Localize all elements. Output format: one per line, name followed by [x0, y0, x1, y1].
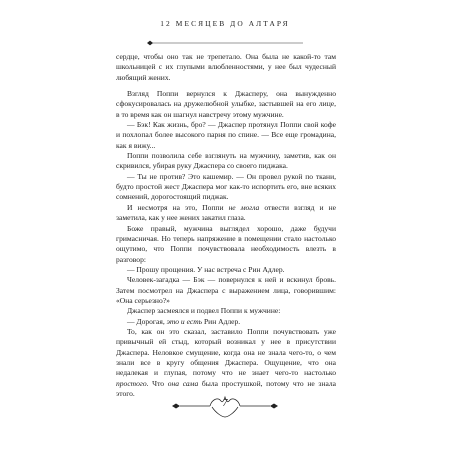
- paragraph: [116, 224, 336, 265]
- text-segment: Взгляд Поппи вернулся к Джасперу, она вынужденно сфокусировалась на дружелюбной улыбке, застывшей на его лице, в то время как он шагнул навстречу этому мужчине.: [116, 89, 336, 119]
- text-segment: Человек-загадка — Бэк — повернулся к ней и вскинул бровь. Затем посмотрел на Джаспера с выражением лица, говорившим: «Она серьезно?»: [116, 275, 336, 305]
- text-segment: Боже правый, мужчина выглядел хорошо, даже будучи гримасничая. Но теперь напряжение в помещении стало настолько ощутимо, что Поппи почувствовала необходимость влезть в разговор:: [116, 223, 336, 264]
- header-ornament-rule: [147, 40, 303, 46]
- paragraph: [116, 317, 336, 327]
- paragraph: [116, 265, 336, 275]
- paragraph: [116, 89, 336, 120]
- text-segment: — Ты не против? Это кашемир. — Он провел рукой по ткани, будто простой жест Джаспера мог как-то испортить его, вне всяких сомнений, дорогостоящий пиджак.: [116, 171, 336, 202]
- italic-text: это и есть: [166, 316, 203, 326]
- text-segment: Джаспер засмеялся и подвел Поппи к мужчине:: [127, 306, 281, 316]
- paragraph: [116, 120, 336, 151]
- text-segment: И несмотря на это, Поппи: [127, 202, 229, 212]
- paragraph: [116, 172, 336, 203]
- italic-text: не могла: [228, 202, 260, 212]
- paragraph: [116, 151, 336, 172]
- paragraph: [116, 327, 336, 399]
- text-segment: Рин Адлер.: [202, 316, 241, 326]
- text-segment: Поппи позволила себе взглянуть на мужчину, заметив, как он скривился, убирая руку Джаспера со своего пиджака.: [116, 151, 336, 171]
- text-segment: — Прошу прощения. У нас встреча с Рин Адлер.: [127, 264, 285, 274]
- text-segment: отвести взгляд и не заметила, как у нее жених закатил глаза.: [116, 202, 336, 223]
- paragraph: [116, 275, 336, 306]
- italic-text: она сама: [167, 378, 199, 388]
- paragraph: [116, 52, 336, 83]
- page-number: 7: [222, 398, 228, 409]
- text-segment: — Бэк! Как жизнь, бро? — Джаспер протянул Поппи свой кофе и похлопал более высокого парня по спине. — Все еще громадина, как я вижу...: [116, 120, 336, 150]
- paragraph: [116, 203, 336, 224]
- italic-text: простого: [116, 378, 147, 388]
- paragraph: [116, 306, 336, 316]
- body-text: [116, 52, 336, 399]
- text-segment: была простушкой, потому что не знала этого.: [116, 378, 336, 398]
- running-title: 12 МЕСЯЦЕВ ДО АЛТАРЯ: [160, 19, 290, 28]
- text-segment: сердце, чтобы оно так не трепетало. Она была не какой-то там школьницей с их глупыми влюбленностями, у нее был чудесный любящий жених.: [116, 52, 336, 82]
- text-segment: . Что: [146, 378, 168, 388]
- text-segment: — Дорогая,: [127, 316, 167, 326]
- text-segment: То, как он это сказал, заставило Поппи почувствовать уже привычный ей стыд, который возникал у нее в присутствии Джаспера. Неловкое смущение, когда она не знала чего-то, о чем знали все в кругу общения Джаспера. Ощущение, что она недалекая и глупая, потому что не знает чего-то настолько: [116, 326, 336, 378]
